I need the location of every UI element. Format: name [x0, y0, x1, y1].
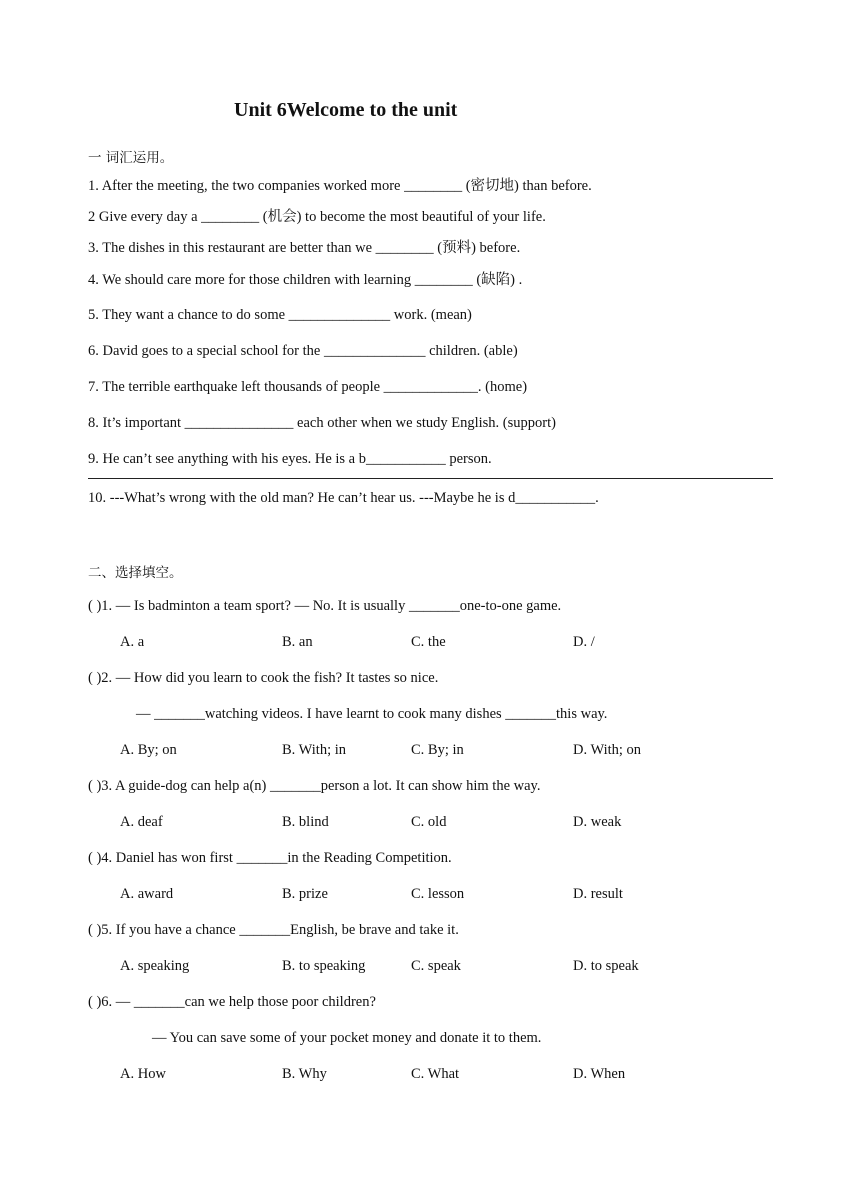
vocab-item-10: 10. ---What’s wrong with the old man? He can’t hear us. ---Maybe he is d___________. — [88, 490, 599, 506]
question-2-option-b: B. With; in — [282, 742, 347, 758]
question-4-option-b: B. prize — [282, 886, 328, 902]
question-2-option-a: A. By; on — [120, 742, 177, 758]
question-1-option-d: D. / — [573, 634, 595, 650]
question-3-option-c: C. old — [411, 814, 447, 830]
vocab-item-6: 6. David goes to a special school for the ______________ children. (able) — [88, 343, 518, 359]
question-2-stem-reply: — _______watching videos. I have learnt to cook many dishes _______this way. — [136, 706, 608, 722]
question-4-option-d: D. result — [573, 886, 623, 902]
question-3-stem: ( )3. A guide-dog can help a(n) _______person a lot. It can show him the way. — [88, 778, 541, 794]
vocab-item-3: 3. The dishes in this restaurant are better than we ________ (预料) before. — [88, 240, 521, 256]
question-6-option-c: C. What — [411, 1066, 460, 1082]
question-1-option-a: A. a — [120, 634, 145, 650]
question-3-option-b: B. blind — [282, 814, 329, 830]
question-6-stem-reply: — You can save some of your pocket money and donate it to them. — [152, 1030, 542, 1046]
divider-line — [88, 478, 773, 479]
vocab-item-8: 8. It’s important _______________ each other when we study English. (support) — [88, 415, 556, 431]
page-title: Unit 6Welcome to the unit — [234, 99, 458, 121]
question-2-stem: ( )2. — How did you learn to cook the fish? It tastes so nice. — [88, 670, 439, 686]
question-6-stem: ( )6. — _______can we help those poor children? — [88, 994, 376, 1010]
question-6-option-b: B. Why — [282, 1066, 327, 1082]
vocab-item-4: 4. We should care more for those children with learning ________ (缺陷) . — [88, 272, 523, 288]
vocab-item-9: 9. He can’t see anything with his eyes. He is a b___________ person. — [88, 451, 492, 467]
question-6-option-a: A. How — [120, 1066, 166, 1082]
section1-heading: 一 词汇运用。 — [88, 150, 174, 166]
question-3-option-a: A. deaf — [120, 814, 163, 830]
question-5-option-a: A. speaking — [120, 958, 190, 974]
vocab-item-7: 7. The terrible earthquake left thousands of people _____________. (home) — [88, 379, 528, 395]
vocab-item-2: 2 Give every day a ________ (机会) to become the most beautiful of your life. — [88, 209, 546, 225]
question-4-option-a: A. award — [120, 886, 174, 902]
question-5-option-b: B. to speaking — [282, 958, 366, 974]
section2-heading: 二、选择填空。 — [88, 565, 183, 581]
question-5-stem: ( )5. If you have a chance _______English, be brave and take it. — [88, 922, 459, 938]
vocab-item-1: 1. After the meeting, the two companies worked more ________ (密切地) than before. — [88, 178, 592, 194]
question-1-option-b: B. an — [282, 634, 313, 650]
vocab-item-5: 5. They want a chance to do some ______________ work. (mean) — [88, 307, 472, 323]
question-2-option-d: D. With; on — [573, 742, 642, 758]
question-6-option-d: D. When — [573, 1066, 626, 1082]
question-1-option-c: C. the — [411, 634, 446, 650]
question-1-stem: ( )1. — Is badminton a team sport? — No. It is usually _______one-to-one game. — [88, 598, 562, 614]
question-5-option-c: C. speak — [411, 958, 461, 974]
question-5-option-d: D. to speak — [573, 958, 639, 974]
question-4-stem: ( )4. Daniel has won first _______in the Reading Competition. — [88, 850, 452, 866]
question-4-option-c: C. lesson — [411, 886, 465, 902]
question-2-option-c: C. By; in — [411, 742, 464, 758]
question-3-option-d: D. weak — [573, 814, 622, 830]
